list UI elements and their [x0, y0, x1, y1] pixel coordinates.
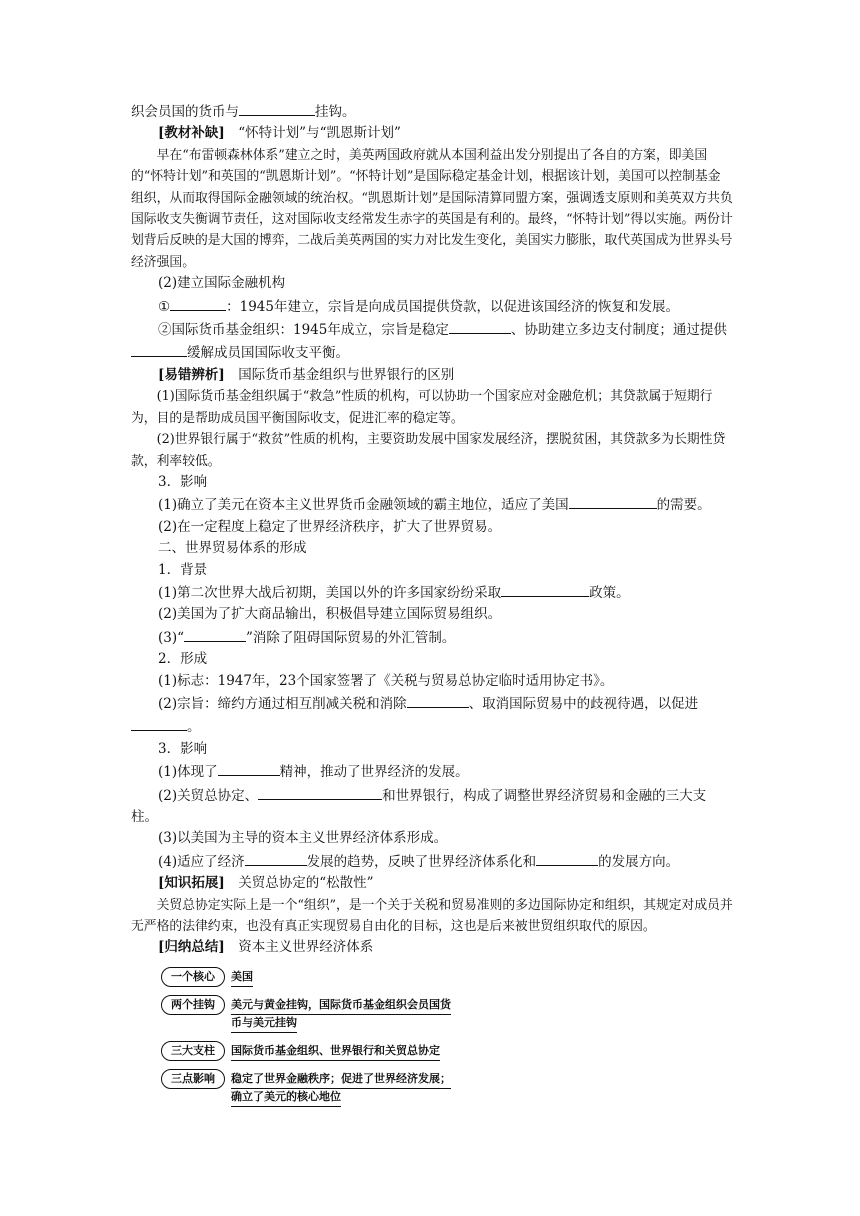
fill-blank — [258, 784, 382, 800]
summary-row — [161, 1041, 733, 1061]
section-heading: 2．形成 — [158, 651, 208, 668]
paragraph: (2)关贸总协定、 和世界银行，构成了调整世界经济贸易和金融的三大支柱。 — [131, 784, 733, 829]
fill-blank — [536, 850, 598, 866]
summary-diagram — [161, 967, 733, 1107]
paragraph: (3)以美国为主导的资本主义世界经济体系形成。 — [158, 830, 448, 847]
section-heading: 1．背景 — [158, 561, 208, 578]
extension-heading: [知识拓展] 关贸总协定的“松散性” — [158, 875, 374, 892]
fill-blank — [131, 341, 187, 357]
paragraph: (1)标志：1947年，23个国家签署了《关税与贸易总协定临时适用协定书》。 — [158, 672, 614, 689]
fill-blank — [407, 692, 469, 708]
error-body: (2)世界银行属于“救贫”性质的机构，主要资助发展中国家发展经济，摆脱贫困，其贷款多为长期性贷款，利率较低。 — [131, 432, 726, 469]
paragraph: ②国际货币基金组织：1945年成立，宗旨是稳定 、协助建立多边支付制度；通过提供缓解成员国国际收支平衡。 — [131, 318, 733, 365]
fill-blank — [131, 715, 187, 731]
fill-blank — [569, 493, 657, 509]
fill-blank — [449, 318, 511, 334]
summary-text: 美国 — [231, 969, 253, 987]
summary-tag: 一个核心 — [161, 967, 225, 987]
supplement-body: 早在“布雷顿森林体系”建立之时，美英两国政府就从本国利益出发分别提出了各自的方案，即美国的“怀特计划”和英国的“凯恩斯计划”。“怀特计划”是国际稳定基金计划，根据该计划，美国可以控制基金组织，从而取得国际金融领域的统治权。“凯恩斯计划”是国际清算同盟方案，强调透支原则和美英双方共负国际收支失衡调节责任，这对国际收支经常发生赤字的英国是有利的。最终，“怀特计划”得以实施。两份计划背后反映的是大国的博弈，二战后美英两国的实力对比发生变化，美国实力膨胀，取代英国成为世界头号经济强国。 — [131, 147, 733, 270]
paragraph: 织会员国的货币与 挂钩。 — [131, 100, 733, 123]
fill-blank — [239, 100, 315, 116]
summary-tag: 三点影响 — [161, 1069, 225, 1089]
paragraph: (2)美国为了扩大商品输出，积极倡导建立国际贸易组织。 — [158, 606, 502, 623]
fill-blank — [184, 626, 246, 642]
summary-text: 稳定了世界金融秩序；促进了世界经济发展； — [231, 1071, 451, 1089]
summary-text: 确立了美元的核心地位 — [231, 1089, 341, 1107]
supplement-heading: [教材补缺] “怀特计划”与“凯恩斯计划” — [158, 125, 401, 142]
summary-tag: 三大支柱 — [161, 1041, 225, 1061]
paragraph: (1)第二次世界大战后初期，美国以外的许多国家纷纷采取 政策。 — [131, 581, 733, 604]
summary-row — [161, 1069, 733, 1107]
paragraph: ① ：1945年建立，宗旨是向成员国提供贷款，以促进该国经济的恢复和发展。 — [131, 295, 733, 318]
summary-row — [161, 967, 733, 987]
extension-body: 关贸总协定实际上是一个“组织”，是一个关于关税和贸易准则的多边国际协定和组织，其规定对成员并无严格的法律约束，也没有真正实现贸易自由化的目标，这也是后来被世贸组织取代的原因。 — [131, 897, 733, 935]
summary-text: 币与美元挂钩 — [231, 1015, 297, 1033]
paragraph: (2)在一定程度上稳定了世界经济秩序，扩大了世界贸易。 — [158, 518, 502, 535]
fill-blank — [170, 295, 226, 311]
paragraph: (1)体现了 精神，推动了世界经济的发展。 — [131, 760, 733, 783]
fill-blank — [501, 581, 589, 597]
summary-row — [161, 995, 733, 1033]
section-heading: 3．影响 — [158, 473, 208, 490]
summary-heading: [归纳总结] 资本主义世界经济体系 — [158, 939, 374, 956]
summary-text: 国际货币基金组织、世界银行和关贸总协定 — [231, 1043, 440, 1061]
paragraph: (4)适应了经济 发展的趋势，反映了世界经济体系化和 的发展方向。 — [131, 850, 733, 873]
section-heading: 3．影响 — [158, 740, 208, 757]
document-body — [131, 100, 733, 1115]
section-heading: (2)建立国际金融机构 — [158, 275, 286, 292]
error-heading: [易错辨析] 国际货币基金组织与世界银行的区别 — [158, 366, 455, 383]
paragraph: (1)确立了美元在资本主义世界货币金融领域的霸主地位，适应了美国 的需要。 — [131, 493, 733, 516]
paragraph: (2)宗旨：缔约方通过相互削减关税和消除 、取消国际贸易中的歧视待遇，以促进。 — [131, 692, 733, 739]
paragraph: (3)“ ”消除了阻碍国际贸易的外汇管制。 — [131, 626, 733, 649]
summary-text: 美元与黄金挂钩，国际货币基金组织会员国货 — [231, 997, 451, 1015]
summary-tag: 两个挂钩 — [161, 995, 225, 1015]
fill-blank — [218, 760, 280, 776]
error-body: (1)国际货币基金组织属于“救急”性质的机构，可以协助一个国家应对金融危机；其贷款属于短期行为，目的是帮助成员国平衡国际收支，促进汇率的稳定等。 — [131, 389, 713, 426]
fill-blank — [245, 850, 307, 866]
section-heading: 二、世界贸易体系的形成 — [158, 540, 307, 557]
